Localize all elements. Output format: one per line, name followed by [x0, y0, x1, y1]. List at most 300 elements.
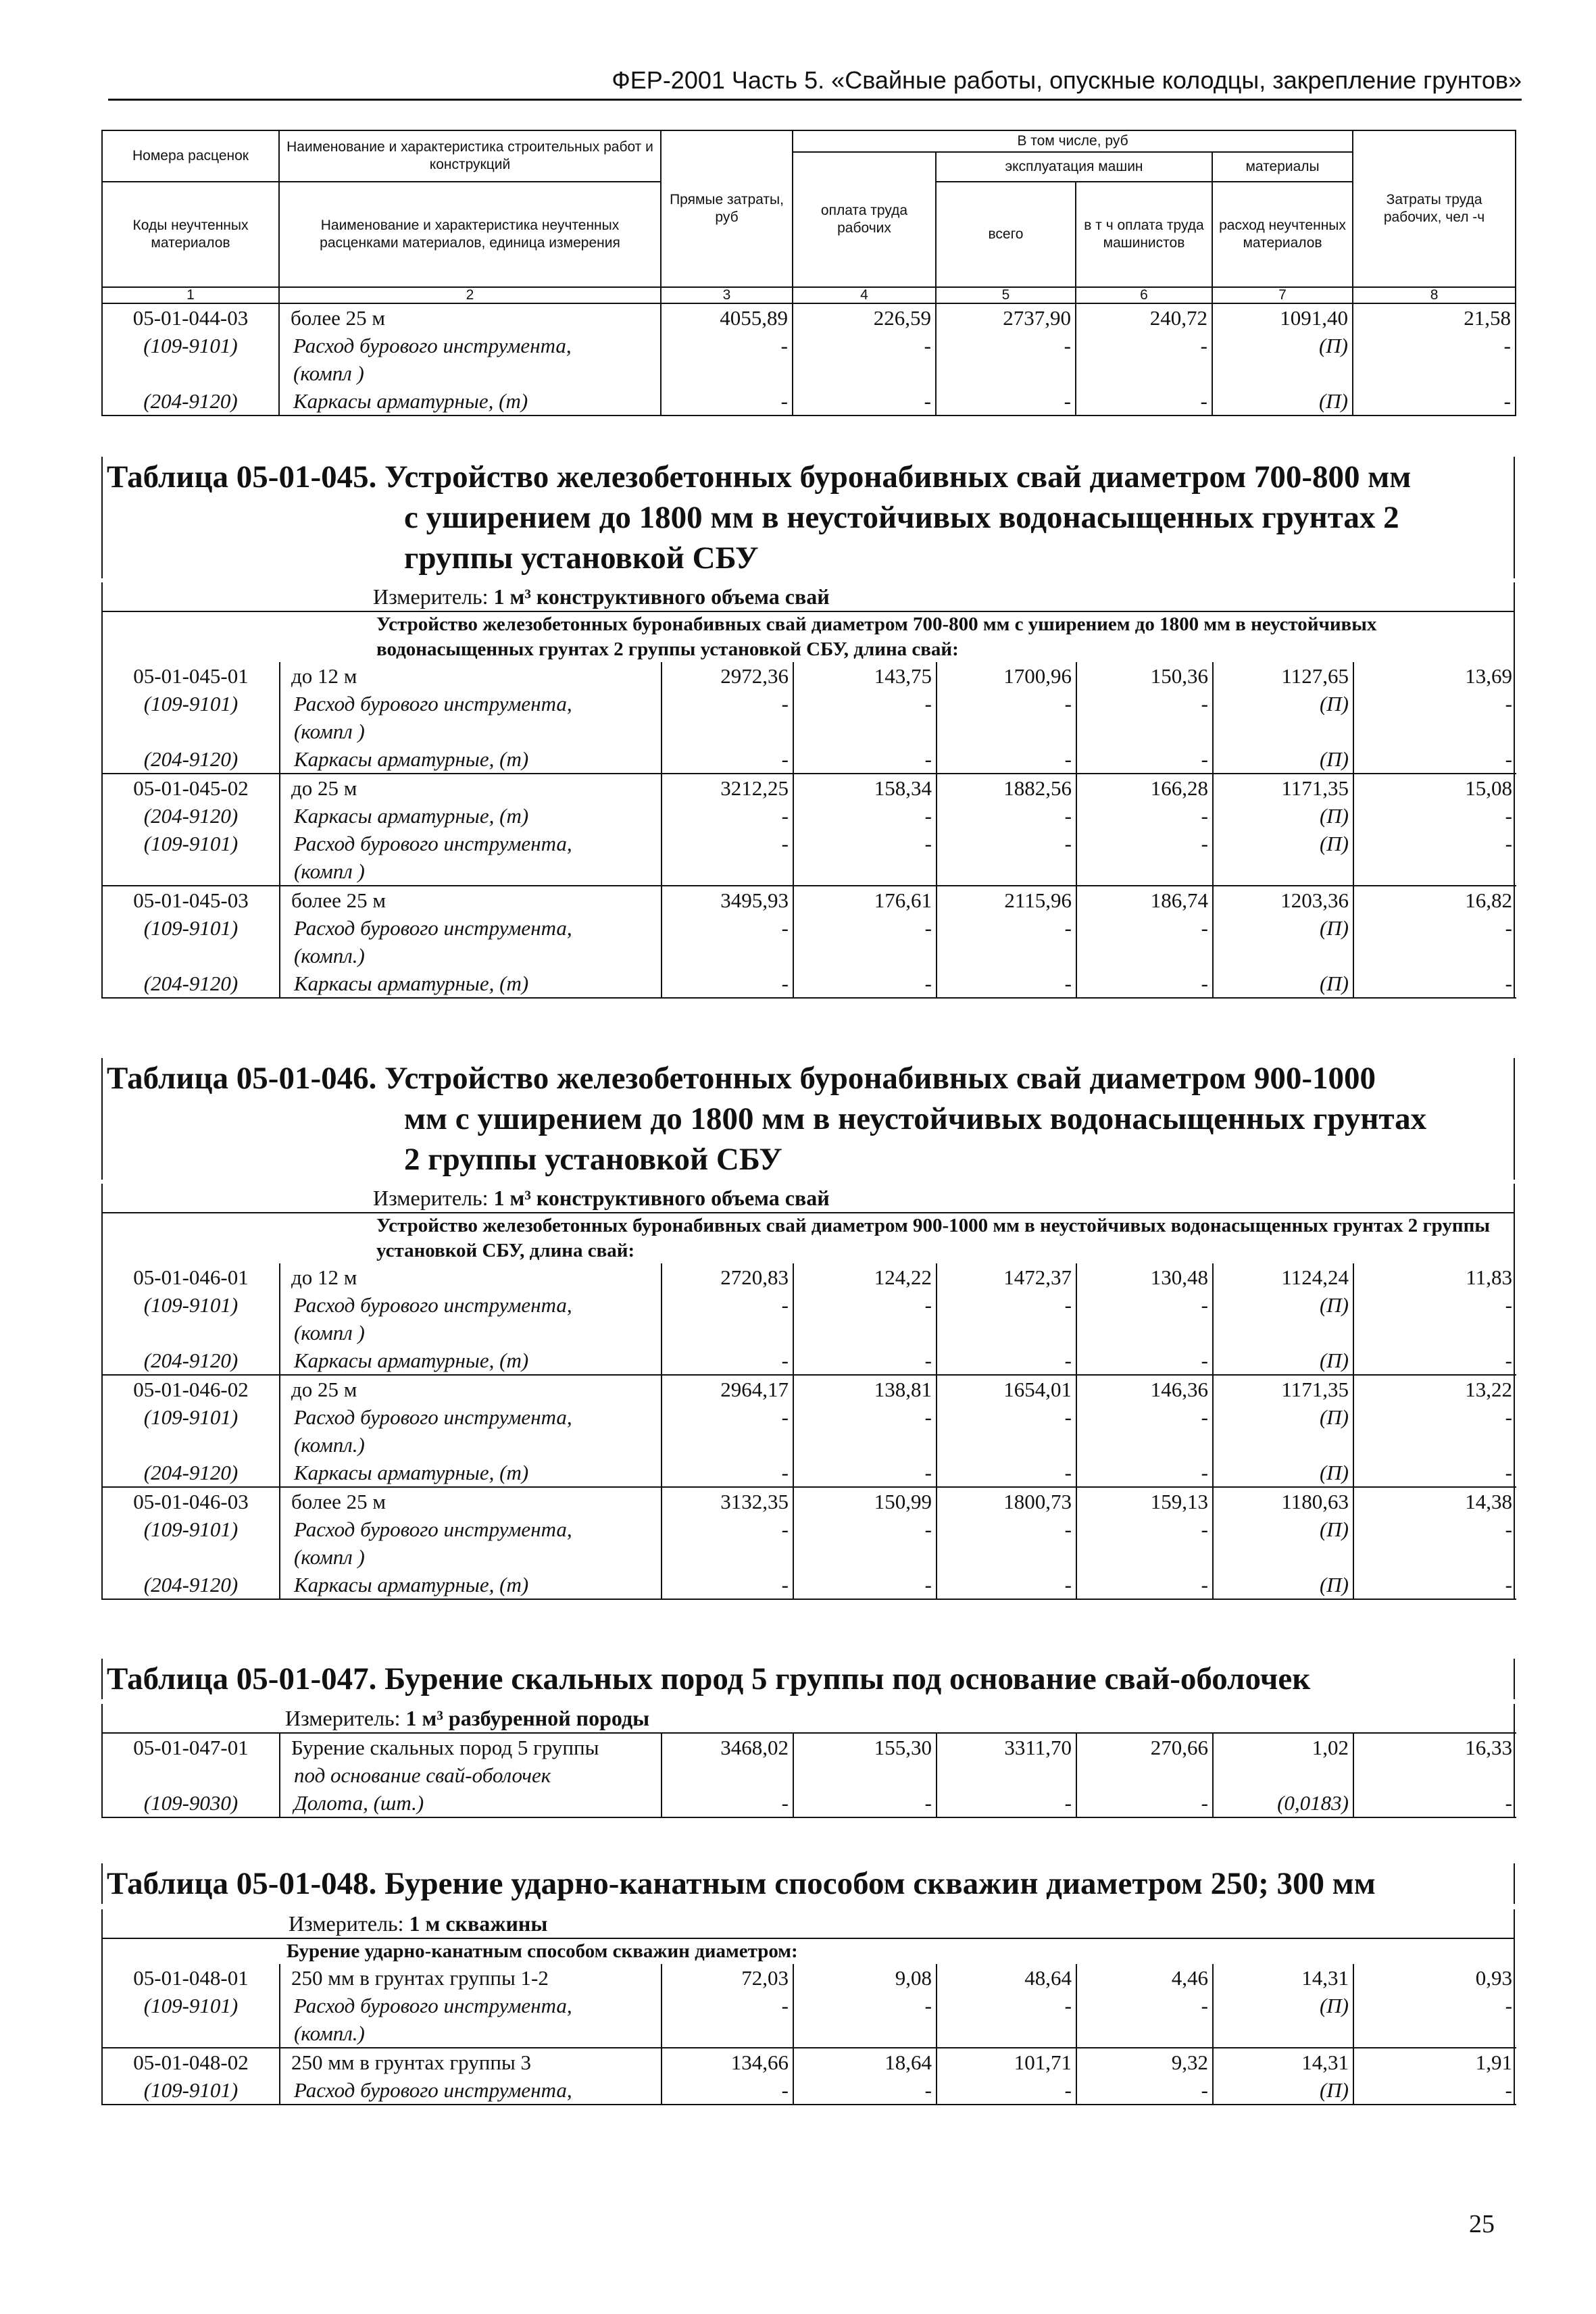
work-name: Расход бурового инструмента,: [280, 1992, 662, 2019]
value-cell: 270,66: [1076, 1733, 1213, 1761]
meter-value: 1 м скважины: [409, 1911, 548, 1936]
value-cell: -: [662, 690, 793, 718]
value-cell: 3132,35: [662, 1487, 793, 1515]
value-cell: -: [1353, 387, 1516, 416]
work-name: более 25 м: [279, 304, 661, 332]
material-row: [103, 1291, 1516, 1319]
value-cell: -: [1353, 830, 1516, 857]
rate-code: [103, 1761, 280, 1789]
value-cell: (П): [1213, 802, 1353, 830]
value-cell: [1076, 1543, 1213, 1571]
value-cell: [1213, 2019, 1353, 2048]
material-row: [103, 914, 1516, 942]
value-cell: [662, 718, 793, 745]
value-cell: -: [937, 745, 1076, 774]
value-cell: [1213, 857, 1353, 886]
column-number: 8: [1353, 287, 1516, 303]
value-cell: -: [662, 830, 793, 857]
work-name: Расход бурового инструмента,: [280, 830, 662, 857]
rate-code: [103, 942, 280, 970]
rate-row: [103, 1964, 1516, 1992]
value-cell: [662, 1761, 793, 1789]
value-cell: -: [793, 970, 937, 998]
value-cell: 1124,24: [1213, 1263, 1353, 1291]
value-cell: 21,58: [1353, 304, 1516, 332]
material-row: [103, 1571, 1516, 1599]
value-cell: 14,38: [1353, 1487, 1516, 1515]
work-name: более 25 м: [280, 886, 662, 914]
work-name: до 25 м: [280, 774, 662, 802]
value-cell: (0,0183): [1213, 1789, 1353, 1817]
value-cell: [937, 1543, 1076, 1571]
value-cell: [937, 718, 1076, 745]
col-labor: Затраты труда рабочих, чел -ч: [1353, 130, 1516, 287]
col-machines: эксплуатация машин: [936, 152, 1212, 182]
table-046-title-line3: 2 группы установкой СБУ: [404, 1142, 782, 1177]
value-cell: 146,36: [1076, 1375, 1213, 1403]
value-cell: [662, 1431, 793, 1459]
value-cell: -: [661, 332, 793, 359]
work-name: до 12 м: [280, 1263, 662, 1291]
value-cell: -: [937, 970, 1076, 998]
value-cell: -: [662, 802, 793, 830]
value-cell: -: [662, 2076, 793, 2105]
table-046: [101, 1184, 1515, 1600]
value-cell: 3468,02: [662, 1733, 793, 1761]
value-cell: -: [793, 1291, 937, 1319]
value-cell: 134,66: [662, 2048, 793, 2076]
work-name: (компл.): [280, 2019, 662, 2048]
value-cell: 15,08: [1353, 774, 1516, 802]
value-cell: 1091,40: [1212, 304, 1353, 332]
rate-code: (204-9120): [103, 970, 280, 998]
material-row: [103, 690, 1516, 718]
value-cell: [936, 359, 1076, 387]
rate-code: (109-9101): [102, 332, 279, 359]
value-cell: [793, 2019, 937, 2048]
value-cell: 159,13: [1076, 1487, 1213, 1515]
value-cell: [1353, 942, 1516, 970]
value-cell: (П): [1213, 970, 1353, 998]
rate-row: [103, 1375, 1516, 1403]
value-cell: [793, 857, 937, 886]
value-cell: 2972,36: [662, 662, 793, 690]
value-cell: (П): [1212, 387, 1353, 416]
table-048-title-line1: Таблица 05-01-048. Бурение ударно-канатным способом скважин диаметром 250; 300 мм: [107, 1866, 1376, 1901]
col-name-top: Наименование и характеристика строительных работ и конструкций: [279, 130, 661, 182]
rate-code: (109-9101): [103, 1992, 280, 2019]
work-name: Каркасы арматурные, (т): [280, 1571, 662, 1599]
value-cell: -: [793, 1347, 937, 1375]
value-cell: [937, 1431, 1076, 1459]
value-cell: [662, 857, 793, 886]
table-046-meter: [103, 1184, 1514, 1212]
value-cell: -: [793, 387, 936, 416]
value-cell: 4055,89: [661, 304, 793, 332]
value-cell: -: [1353, 1992, 1516, 2019]
value-cell: -: [1076, 1789, 1213, 1817]
rate-code: 05-01-046-02: [103, 1375, 280, 1403]
table-045-title-line3: группы установкой СБУ: [404, 540, 759, 576]
material-row: [103, 1459, 1516, 1487]
value-cell: -: [793, 830, 937, 857]
value-cell: [1076, 1431, 1213, 1459]
value-cell: -: [662, 1992, 793, 2019]
value-cell: -: [1353, 690, 1516, 718]
value-cell: -: [1353, 1515, 1516, 1543]
value-cell: 2964,17: [662, 1375, 793, 1403]
value-cell: -: [793, 1403, 937, 1431]
work-name: (компл ): [280, 1543, 662, 1571]
value-cell: -: [793, 802, 937, 830]
value-cell: -: [937, 1403, 1076, 1431]
material-row: [103, 970, 1516, 998]
value-cell: [793, 718, 937, 745]
value-cell: 0,93: [1353, 1964, 1516, 1992]
value-cell: -: [793, 914, 937, 942]
value-cell: -: [662, 1291, 793, 1319]
work-name: под основание свай-оболочек: [280, 1761, 662, 1789]
value-cell: -: [662, 1403, 793, 1431]
rate-row: [103, 662, 1516, 690]
table-047-meter: [103, 1704, 1514, 1732]
value-cell: -: [1076, 830, 1213, 857]
value-cell: -: [1353, 1459, 1516, 1487]
value-cell: 1,02: [1213, 1733, 1353, 1761]
material-row: [103, 1992, 1516, 2019]
value-cell: (П): [1213, 1347, 1353, 1375]
material-row: [103, 942, 1516, 970]
value-cell: -: [793, 1992, 937, 2019]
material-row: [103, 857, 1516, 886]
value-cell: -: [793, 1515, 937, 1543]
material-row: [103, 830, 1516, 857]
value-cell: 176,61: [793, 886, 937, 914]
value-cell: [1076, 718, 1213, 745]
col-codes-bottom: Коды неучтенных материалов: [102, 182, 279, 287]
material-row: [103, 1431, 1516, 1459]
rate-row: [103, 1263, 1516, 1291]
table-048-group-header: Бурение ударно-канатным способом скважин диаметром:: [103, 1938, 1514, 1964]
work-name: Расход бурового инструмента,: [280, 914, 662, 942]
value-cell: [937, 1319, 1076, 1347]
work-name: Расход бурового инструмента,: [279, 332, 661, 359]
value-cell: -: [937, 1515, 1076, 1543]
work-name: Каркасы арматурные, (т): [280, 970, 662, 998]
rate-code: 05-01-046-03: [103, 1487, 280, 1515]
value-cell: -: [1353, 1403, 1516, 1431]
work-name: Расход бурового инструмента,: [280, 1291, 662, 1319]
value-cell: -: [1353, 802, 1516, 830]
value-cell: 1472,37: [937, 1263, 1076, 1291]
rate-code: (204-9120): [103, 1459, 280, 1487]
value-cell: 226,59: [793, 304, 936, 332]
meter-value: 1 м³ разбуренной породы: [405, 1706, 650, 1730]
rate-code: 05-01-048-01: [103, 1964, 280, 1992]
value-cell: -: [1076, 1347, 1213, 1375]
value-cell: (П): [1213, 1291, 1353, 1319]
value-cell: -: [1076, 1403, 1213, 1431]
table-048-rows: [103, 1964, 1516, 2105]
value-cell: [662, 1319, 793, 1347]
value-cell: [662, 1543, 793, 1571]
value-cell: -: [793, 2076, 937, 2105]
value-cell: [793, 359, 936, 387]
value-cell: -: [793, 690, 937, 718]
rate-row: [103, 1487, 1516, 1515]
value-cell: 1127,65: [1213, 662, 1353, 690]
work-name: Расход бурового инструмента,: [280, 690, 662, 718]
col-name-bottom: Наименование и характеристика неучтенных расценками материалов, единица измерения: [279, 182, 661, 287]
value-cell: -: [793, 745, 937, 774]
value-cell: -: [1353, 1291, 1516, 1319]
value-cell: [1353, 718, 1516, 745]
rate-code: (109-9101): [103, 690, 280, 718]
work-name: (компл ): [280, 857, 662, 886]
meter-label: Измеритель:: [285, 1706, 401, 1730]
value-cell: (П): [1213, 830, 1353, 857]
material-row: [103, 718, 1516, 745]
meter-label: Измеритель:: [373, 1186, 489, 1210]
table-045: [101, 582, 1515, 999]
table-046-title-line2: мм с уширением до 1800 мм в неустойчивых водонасыщенных грунтах: [404, 1101, 1427, 1136]
table-046-rows: [103, 1263, 1516, 1600]
rate-code: 05-01-044-03: [102, 304, 279, 332]
value-cell: (П): [1213, 745, 1353, 774]
col-direct-costs: Прямые затраты, руб: [661, 130, 793, 287]
value-cell: 1203,36: [1213, 886, 1353, 914]
col-including: В том числе, руб: [793, 130, 1353, 152]
value-cell: -: [1076, 1459, 1213, 1487]
value-cell: (П): [1213, 1459, 1353, 1487]
value-cell: -: [662, 1515, 793, 1543]
value-cell: [937, 857, 1076, 886]
work-name: Расход бурового инструмента,: [280, 1515, 662, 1543]
value-cell: [1076, 359, 1212, 387]
value-cell: -: [1076, 1515, 1213, 1543]
rate-code: 05-01-045-03: [103, 886, 280, 914]
material-row: [103, 1347, 1516, 1375]
material-row: [102, 332, 1516, 359]
table-048: [101, 1909, 1515, 2105]
value-cell: -: [662, 1347, 793, 1375]
material-row: [103, 2076, 1516, 2105]
rate-code: [103, 1431, 280, 1459]
value-cell: 48,64: [937, 1964, 1076, 1992]
work-name: Расход бурового инструмента,: [280, 1403, 662, 1431]
value-cell: 1882,56: [937, 774, 1076, 802]
table-048-title: [101, 1863, 1515, 1904]
value-cell: 16,33: [1353, 1733, 1516, 1761]
col-machines-total: всего: [936, 182, 1076, 287]
work-name: (компл ): [280, 718, 662, 745]
value-cell: -: [937, 914, 1076, 942]
value-cell: -: [1076, 1291, 1213, 1319]
table-045-title: [101, 457, 1515, 578]
value-cell: -: [1076, 332, 1212, 359]
rate-code: (109-9101): [103, 1403, 280, 1431]
col-wage: оплата труда рабочих: [793, 152, 936, 287]
value-cell: (П): [1213, 1515, 1353, 1543]
table-045-rows: [103, 662, 1516, 999]
rate-code: [103, 1543, 280, 1571]
value-cell: (П): [1213, 1403, 1353, 1431]
value-cell: [1353, 359, 1516, 387]
value-cell: -: [1076, 1992, 1213, 2019]
value-cell: 1800,73: [937, 1487, 1076, 1515]
value-cell: 1,91: [1353, 2048, 1516, 2076]
value-cell: [793, 1543, 937, 1571]
value-cell: (П): [1213, 914, 1353, 942]
work-name: Бурение скальных пород 5 группы: [280, 1733, 662, 1761]
work-name: до 25 м: [280, 1375, 662, 1403]
value-cell: [937, 2019, 1076, 2048]
material-row: [103, 1403, 1516, 1431]
table-045-group-header: Устройство железобетонных буронабивных свай диаметром 700-800 мм с уширением до 1800 мм в неустойчивых водонасыщенных грунтах 2 группы установкой СБУ, длина свай:: [103, 611, 1514, 662]
value-cell: 18,64: [793, 2048, 937, 2076]
value-cell: (П): [1213, 2076, 1353, 2105]
table-045-meter: [103, 582, 1514, 611]
value-cell: -: [793, 1789, 937, 1817]
value-cell: [793, 942, 937, 970]
value-cell: [1353, 1543, 1516, 1571]
value-cell: -: [793, 1459, 937, 1487]
col-codes-top: Номера расценок: [102, 130, 279, 182]
value-cell: -: [1353, 745, 1516, 774]
value-cell: -: [937, 1789, 1076, 1817]
material-row: [103, 1789, 1516, 1817]
value-cell: 72,03: [662, 1964, 793, 1992]
value-cell: 14,31: [1213, 2048, 1353, 2076]
value-cell: -: [937, 1571, 1076, 1599]
table-047-title: [101, 1659, 1515, 1699]
value-cell: -: [1076, 745, 1213, 774]
value-cell: (П): [1212, 332, 1353, 359]
meter-value: 1 м³ конструктивного объема свай: [493, 1186, 830, 1210]
value-cell: -: [1076, 387, 1212, 416]
material-row: [103, 1543, 1516, 1571]
table-047-rows: [103, 1732, 1516, 1818]
meter-label: Измеритель:: [373, 584, 489, 609]
value-cell: [793, 1761, 937, 1789]
material-row: [102, 387, 1516, 416]
rate-code: [103, 857, 280, 886]
column-number: 2: [279, 287, 661, 303]
value-cell: [1213, 1431, 1353, 1459]
value-cell: 186,74: [1076, 886, 1213, 914]
work-name: Каркасы арматурные, (т): [280, 1459, 662, 1487]
value-cell: [1213, 1543, 1353, 1571]
work-name: до 12 м: [280, 662, 662, 690]
value-cell: -: [936, 387, 1076, 416]
value-cell: 9,32: [1076, 2048, 1213, 2076]
value-cell: [937, 1761, 1076, 1789]
column-number: 7: [1212, 287, 1353, 303]
rate-row: [103, 886, 1516, 914]
rate-code: [103, 2019, 280, 2048]
value-cell: 3311,70: [937, 1733, 1076, 1761]
work-name: Каркасы арматурные, (т): [279, 387, 661, 416]
value-cell: -: [936, 332, 1076, 359]
rate-code: 05-01-045-02: [103, 774, 280, 802]
value-cell: 138,81: [793, 1375, 937, 1403]
value-cell: -: [1353, 1347, 1516, 1375]
work-name: 250 мм в грунтах группы 1-2: [280, 1964, 662, 1992]
value-cell: -: [1076, 802, 1213, 830]
value-cell: (П): [1213, 690, 1353, 718]
table-046-group-header: Устройство железобетонных буронабивных свай диаметром 900-1000 мм в неустойчивых водонасыщенных грунтах 2 группы установкой СБУ, длина свай:: [103, 1212, 1514, 1263]
value-cell: [1076, 2019, 1213, 2048]
value-cell: -: [793, 332, 936, 359]
rate-code: (204-9120): [103, 745, 280, 774]
work-name: 250 мм в грунтах группы 3: [280, 2048, 662, 2076]
value-cell: (П): [1213, 1992, 1353, 2019]
work-name: (компл.): [280, 1431, 662, 1459]
value-cell: -: [1076, 2076, 1213, 2105]
work-name: Каркасы арматурные, (т): [280, 1347, 662, 1375]
value-cell: -: [937, 1347, 1076, 1375]
value-cell: 16,82: [1353, 886, 1516, 914]
material-row: [103, 1761, 1516, 1789]
column-number: 5: [936, 287, 1076, 303]
table-047: [101, 1704, 1515, 1818]
value-cell: [1213, 1761, 1353, 1789]
col-machines-wage: в т ч оплата труда машинистов: [1076, 182, 1212, 287]
work-name: Расход бурового инструмента,: [280, 2076, 662, 2105]
work-name: Долота, (шт.): [280, 1789, 662, 1817]
value-cell: 2115,96: [937, 886, 1076, 914]
value-cell: -: [662, 1789, 793, 1817]
value-cell: 1171,35: [1213, 774, 1353, 802]
value-cell: -: [793, 1571, 937, 1599]
material-row: [103, 2019, 1516, 2048]
value-cell: 3495,93: [662, 886, 793, 914]
material-row: [103, 745, 1516, 774]
material-row: [102, 359, 1516, 387]
value-cell: -: [661, 387, 793, 416]
value-cell: 9,08: [793, 1964, 937, 1992]
value-cell: 155,30: [793, 1733, 937, 1761]
value-cell: [937, 942, 1076, 970]
rate-code: 05-01-048-02: [103, 2048, 280, 2076]
value-cell: [662, 942, 793, 970]
value-cell: [662, 2019, 793, 2048]
rate-code: 05-01-045-01: [103, 662, 280, 690]
rate-code: 05-01-047-01: [103, 1733, 280, 1761]
column-number: 3: [661, 287, 793, 303]
meter-label: Измеритель:: [289, 1911, 404, 1936]
rate-code: (109-9101): [103, 914, 280, 942]
value-cell: 101,71: [937, 2048, 1076, 2076]
value-cell: 11,83: [1353, 1263, 1516, 1291]
value-cell: [1213, 942, 1353, 970]
work-name: Каркасы арматурные, (т): [280, 745, 662, 774]
rate-code: (109-9101): [103, 1291, 280, 1319]
value-cell: (П): [1213, 1571, 1353, 1599]
table-047-title-line1: Таблица 05-01-047. Бурение скальных пород 5 группы под основание свай-оболочек: [107, 1661, 1311, 1696]
material-row: [103, 802, 1516, 830]
table-048-meter: [103, 1909, 1514, 1938]
rate-code: (204-9120): [103, 1571, 280, 1599]
table-046-title: [101, 1058, 1515, 1180]
value-cell: [1213, 718, 1353, 745]
rate-code: (109-9030): [103, 1789, 280, 1817]
rate-code: (109-9101): [103, 1515, 280, 1543]
value-cell: 1180,63: [1213, 1487, 1353, 1515]
value-cell: -: [1076, 914, 1213, 942]
meter-value: 1 м³ конструктивного объема свай: [493, 584, 830, 609]
column-number: 6: [1076, 287, 1212, 303]
